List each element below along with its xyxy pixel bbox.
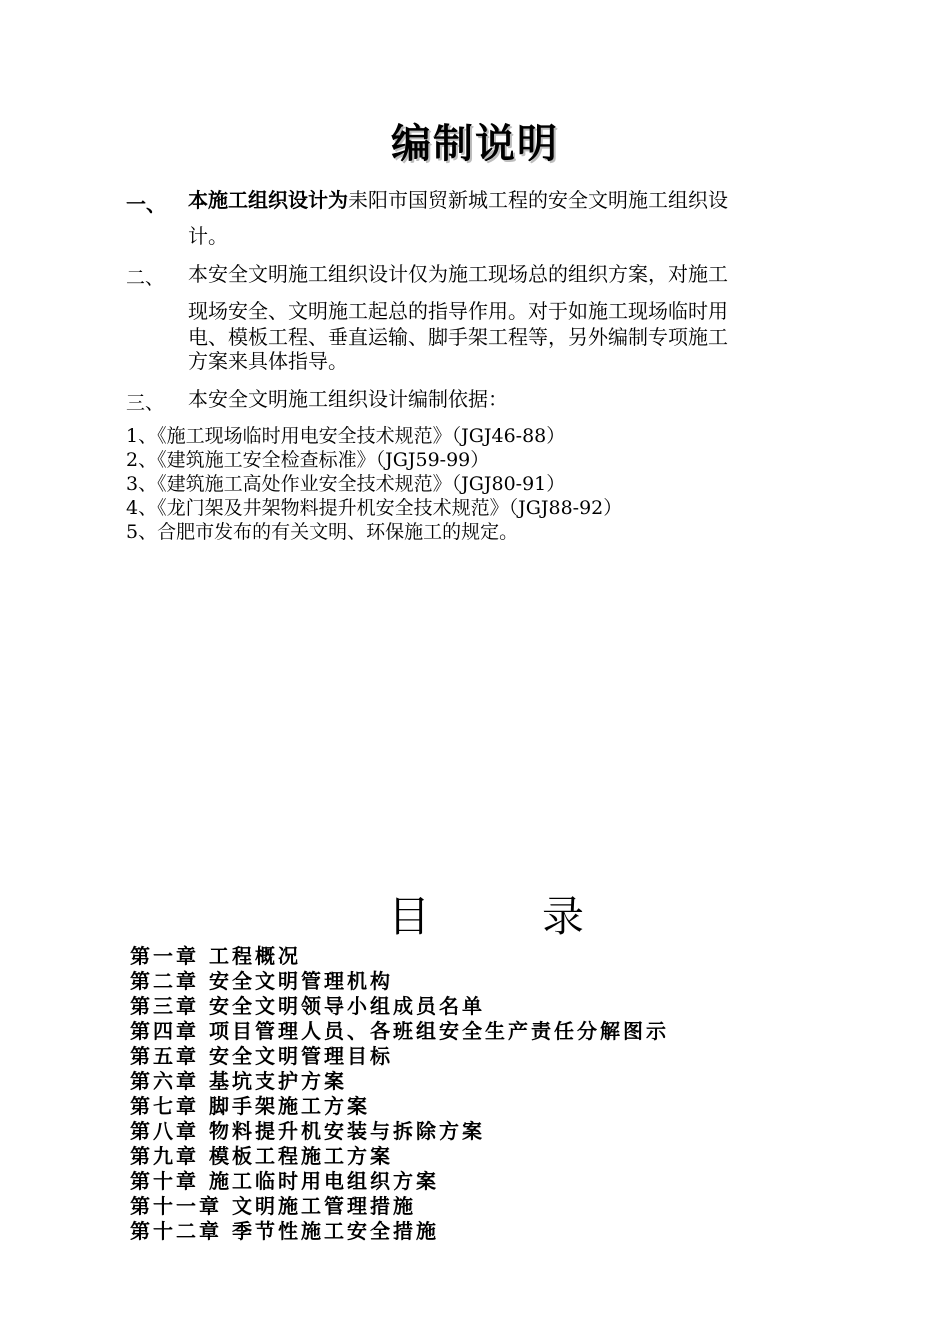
item-number-2: 二、: [126, 267, 165, 289]
item-1-line-1: [188, 186, 848, 214]
toc-entry: 第一章 工程概况: [130, 944, 301, 968]
item-2-text: [188, 260, 848, 373]
toc-title-char-1: 目: [388, 892, 431, 941]
item-2-line-4: 方案来具体指导。: [188, 349, 348, 373]
toc-entry: 第十一章 文明施工管理措施: [130, 1194, 416, 1218]
item-number-3: 三、: [126, 392, 165, 414]
toc-title-char-2: 录: [542, 892, 585, 941]
item-2-line-2: 现场安全、文明施工起总的指导作用。对于如施工现场临时用: [188, 299, 728, 323]
toc-entry: 第二章 安全文明管理机构: [130, 969, 393, 993]
toc-entry: 第七章 脚手架施工方案: [130, 1094, 370, 1118]
item-1-text: [188, 186, 848, 250]
basis-list: [126, 424, 622, 544]
item-2-line-3: 电、模板工程、垂直运输、脚手架工程等，另外编制专项施工: [188, 325, 728, 349]
toc-list: [130, 944, 669, 1244]
item-1-line-1-rest: 耒阳市国贸新城工程的安全文明施工组织设: [348, 188, 728, 212]
toc-entry: 第四章 项目管理人员、各班组安全生产责任分解图示: [130, 1019, 669, 1043]
basis-item-5: 5、合肥市发布的有关文明、环保施工的规定。: [126, 521, 519, 543]
item-1-lead: 本施工组织设计为: [188, 188, 348, 212]
item-3-line-1: 本安全文明施工组织设计编制依据：: [188, 387, 508, 411]
toc-entry: 第三章 安全文明领导小组成员名单: [130, 994, 485, 1018]
item-2-line-1: 本安全文明施工组织设计仅为施工现场总的组织方案，对施工: [188, 262, 728, 286]
toc-title: [388, 884, 584, 944]
toc-entry: 第八章 物料提升机安装与拆除方案: [130, 1119, 485, 1143]
toc-entry: 第五章 安全文明管理目标: [130, 1044, 393, 1068]
basis-item-3: 3、《建筑施工高处作业安全技术规范》（JGJ80-91）: [126, 473, 566, 495]
toc-entry: 第九章 模板工程施工方案: [130, 1144, 393, 1168]
page-title: 编制说明: [391, 121, 559, 167]
item-number-1: 一、: [126, 192, 166, 216]
basis-item-2: 2、《建筑施工安全检查标准》（JGJ59-99）: [126, 449, 490, 471]
toc-entry: 第十二章 季节性施工安全措施: [130, 1219, 439, 1243]
toc-entry: 第六章 基坑支护方案: [130, 1069, 347, 1093]
basis-item-1: 1、《施工现场临时用电安全技术规范》（JGJ46-88）: [126, 425, 566, 447]
item-1-line-2: 计。: [188, 224, 228, 248]
item-3-text: [188, 385, 848, 413]
basis-item-4: 4、《龙门架及井架物料提升机安全技术规范》（JGJ88-92）: [126, 497, 623, 519]
toc-entry: 第十章 施工临时用电组织方案: [130, 1169, 439, 1193]
